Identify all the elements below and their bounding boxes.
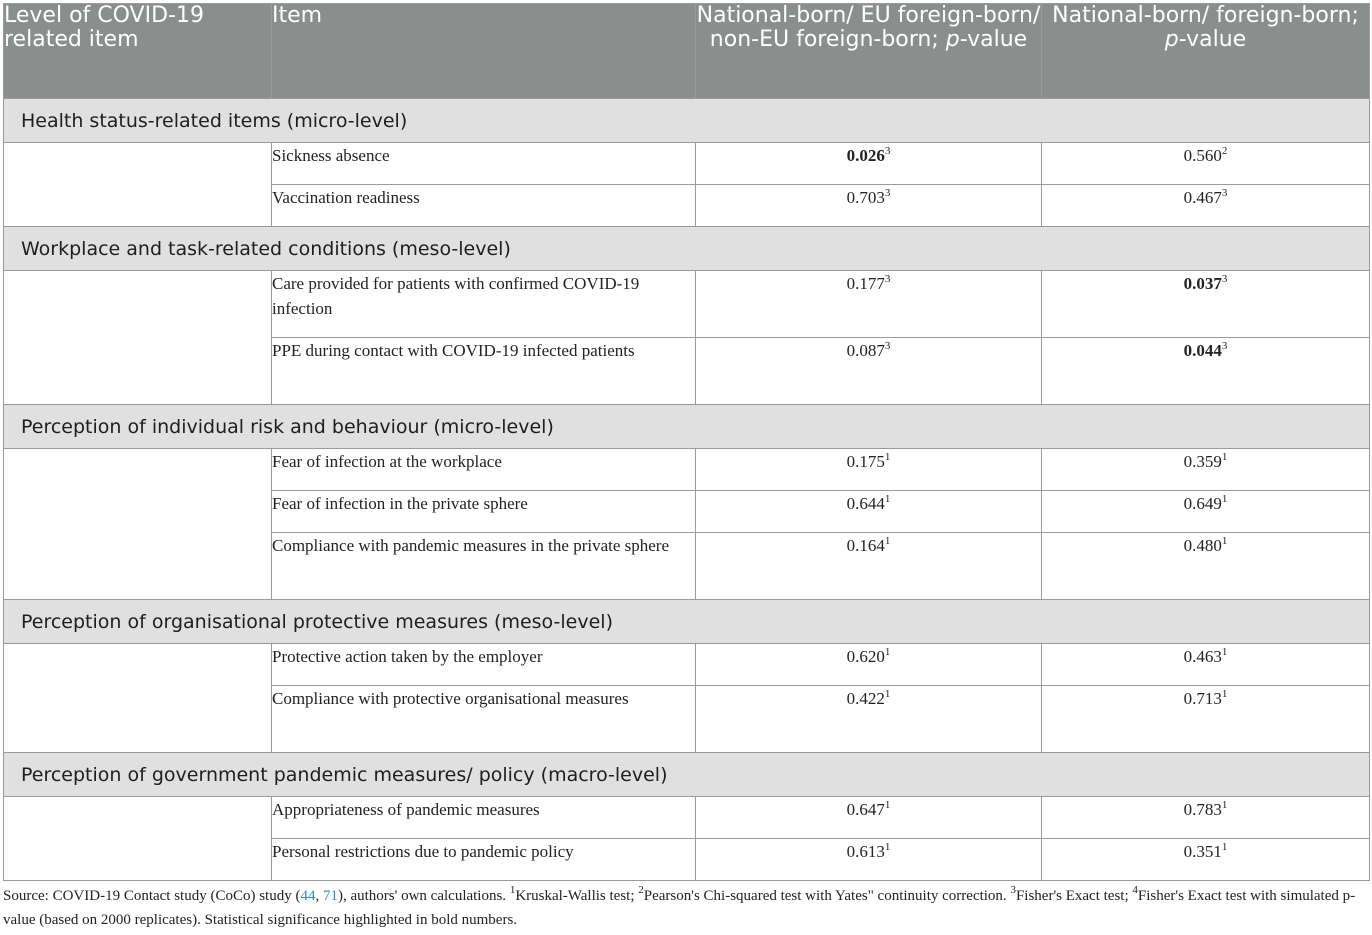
pvalue: 0.713 (1183, 689, 1222, 708)
header-two-group-pvalue: National-born/ foreign-born; p-value (1042, 4, 1370, 99)
level-cell (4, 143, 272, 227)
item-cell: Appropriateness of pandemic measures (272, 797, 696, 839)
test-footnote-marker: 2 (1221, 145, 1228, 157)
pvalue-two-group-cell (1042, 644, 1370, 686)
pvalue: 0.644 (846, 494, 885, 513)
test-footnote-marker: 3 (1221, 187, 1228, 199)
pvalue-two-group-cell (1042, 686, 1370, 753)
pvalue: 0.620 (846, 647, 885, 666)
header-level: Level of COVID-19 related item (4, 4, 272, 99)
test-footnote-marker: 1 (1221, 841, 1228, 853)
table-row (4, 271, 1370, 338)
item-cell: Sickness absence (272, 143, 696, 185)
test-footnote-marker: 1 (1221, 799, 1228, 811)
pvalue: 0.359 (1183, 452, 1222, 471)
test-footnote-marker: 3 (884, 187, 891, 199)
test-footnote-marker: 1 (1221, 493, 1228, 505)
test-footnote-marker: 1 (1221, 688, 1228, 700)
pvalue: 0.647 (846, 800, 885, 819)
table-row (4, 449, 1370, 491)
level-cell (4, 271, 272, 405)
section-title: Perception of government pandemic measures/ policy (macro-level) (4, 753, 1370, 797)
item-cell: Personal restrictions due to pandemic policy (272, 839, 696, 881)
item-cell: Fear of infection in the private sphere (272, 491, 696, 533)
pvalue: 0.037 (1183, 274, 1222, 293)
header-three-group-pvalue: National-born/ EU foreign-born/ non-EU foreign-born; p-value (696, 4, 1042, 99)
test-footnote-marker: 1 (1221, 451, 1228, 463)
level-cell (4, 797, 272, 881)
test-footnote-marker: 1 (884, 493, 891, 505)
pvalue: 0.613 (846, 842, 885, 861)
header-row (4, 4, 1370, 99)
test-footnote-marker: 1 (884, 646, 891, 658)
pvalue-two-group-cell (1042, 338, 1370, 405)
table-row (4, 644, 1370, 686)
section-header-row (4, 227, 1370, 271)
pvalue: 0.164 (846, 536, 885, 555)
reference-link[interactable]: 71 (322, 888, 338, 904)
item-cell: Compliance with protective organisational measures (272, 686, 696, 753)
test-footnote-marker: 1 (884, 841, 891, 853)
item-cell: Protective action taken by the employer (272, 644, 696, 686)
test-footnote-marker: 3 (884, 273, 891, 285)
test-footnote-marker: 1 (884, 451, 891, 463)
level-cell (4, 644, 272, 753)
pvalue: 0.560 (1183, 146, 1222, 165)
test-footnote-marker: 3 (884, 145, 891, 157)
section-title: Perception of organisational protective measures (meso-level) (4, 600, 1370, 644)
pvalue-two-group-cell (1042, 449, 1370, 491)
pvalue-three-group-cell (696, 839, 1042, 881)
pvalue: 0.044 (1183, 341, 1222, 360)
item-cell: Care provided for patients with confirmed COVID-19 infection (272, 271, 696, 338)
pvalue: 0.026 (846, 146, 885, 165)
test-footnote-marker: 1 (1221, 535, 1228, 547)
pvalue: 0.480 (1183, 536, 1222, 555)
pvalue-three-group-cell (696, 449, 1042, 491)
pvalue-three-group-cell (696, 338, 1042, 405)
test-footnote-marker: 1 (884, 799, 891, 811)
pvalue-three-group-cell (696, 271, 1042, 338)
pvalue: 0.351 (1183, 842, 1222, 861)
pvalue: 0.175 (846, 452, 885, 471)
pvalue-three-group-cell (696, 686, 1042, 753)
pvalue-three-group-cell (696, 797, 1042, 839)
pvalue: 0.703 (846, 188, 885, 207)
pvalue: 0.177 (846, 274, 885, 293)
item-cell: Vaccination readiness (272, 185, 696, 227)
section-title: Health status-related items (micro-level) (4, 99, 1370, 143)
pvalue-two-group-cell (1042, 143, 1370, 185)
test-footnote-marker: 3 (884, 340, 891, 352)
pvalue-three-group-cell (696, 533, 1042, 600)
pvalue: 0.649 (1183, 494, 1222, 513)
pvalue: 0.422 (846, 689, 885, 708)
table-row (4, 797, 1370, 839)
test-footnote-marker: 1 (1221, 646, 1228, 658)
header-item: Item (272, 4, 696, 99)
section-header-row (4, 600, 1370, 644)
pvalue-two-group-cell (1042, 797, 1370, 839)
table-row (4, 143, 1370, 185)
item-cell: Fear of infection at the workplace (272, 449, 696, 491)
section-header-row (4, 405, 1370, 449)
pvalue-three-group-cell (696, 185, 1042, 227)
pvalue-two-group-cell (1042, 839, 1370, 881)
item-cell: PPE during contact with COVID-19 infected patients (272, 338, 696, 405)
pvalue-two-group-cell (1042, 185, 1370, 227)
section-header-row (4, 99, 1370, 143)
reference-link[interactable]: 44 (300, 888, 316, 904)
section-title: Workplace and task-related conditions (meso-level) (4, 227, 1370, 271)
test-footnote-marker: 1 (884, 688, 891, 700)
pvalue: 0.087 (846, 341, 885, 360)
test-footnote-marker: 3 (1221, 273, 1228, 285)
item-cell: Compliance with pandemic measures in the private sphere (272, 533, 696, 600)
covid-results-table (3, 3, 1370, 881)
pvalue-two-group-cell (1042, 533, 1370, 600)
level-cell (4, 449, 272, 600)
pvalue: 0.463 (1183, 647, 1222, 666)
test-footnote-marker: 1 (884, 535, 891, 547)
test-footnote-marker: 3 (1221, 340, 1228, 352)
table-footnote: Source: COVID-19 Contact study (CoCo) study (44, 71), authors' own calculations. $^1$Kruskal-Wallis test; $^2$Pearson's Chi-squared test with Yates" continuity correction. $^3$Fisher's Exact test; $^4$Fisher's Exact test with simulated p-value (based on 2000 replicates). Statistical significance highlighted in bold numbers. (3, 884, 1356, 928)
pvalue: 0.467 (1183, 188, 1222, 207)
pvalue: 0.783 (1183, 800, 1222, 819)
pvalue-two-group-cell (1042, 271, 1370, 338)
pvalue-three-group-cell (696, 143, 1042, 185)
section-title: Perception of individual risk and behaviour (micro-level) (4, 405, 1370, 449)
section-header-row (4, 753, 1370, 797)
pvalue-three-group-cell (696, 491, 1042, 533)
pvalue-three-group-cell (696, 644, 1042, 686)
pvalue-two-group-cell (1042, 491, 1370, 533)
